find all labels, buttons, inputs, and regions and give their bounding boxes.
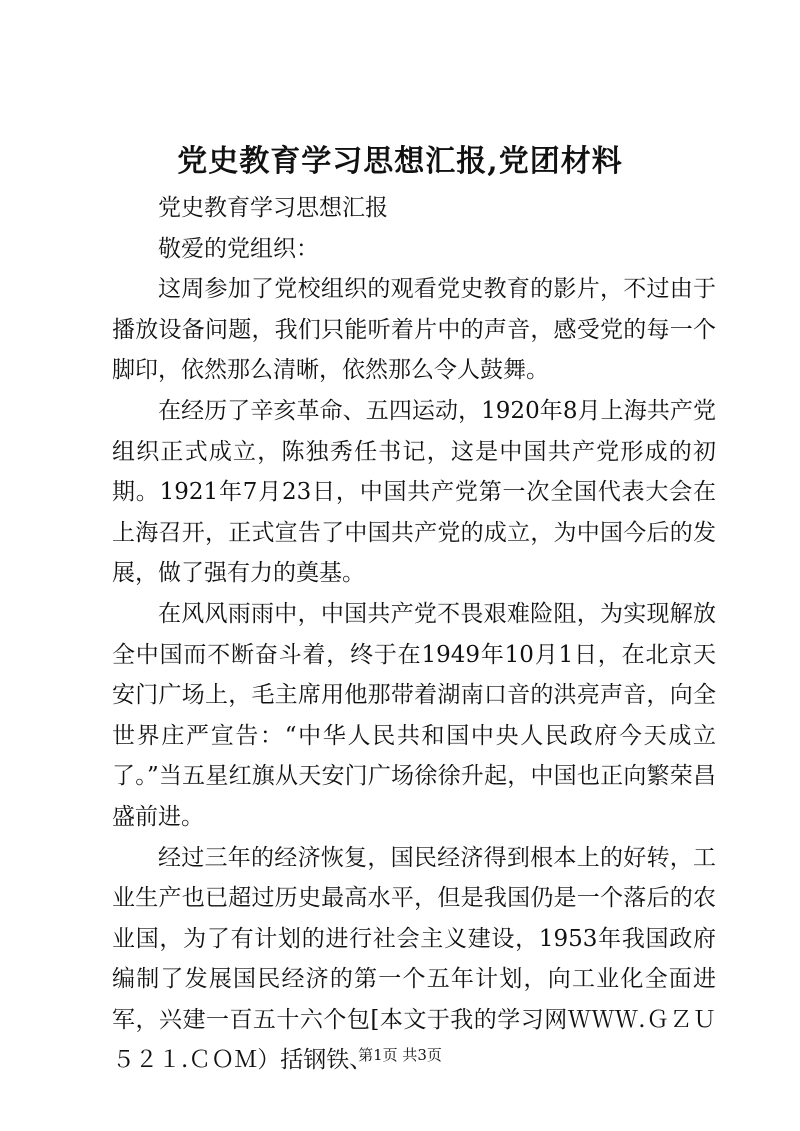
paragraph-five-year-plan: 经过三年的经济恢复，国民经济得到根本上的好转，工业生产也已超过历史最高水平，但是我国仍是一个落后的农业国，为了有计划的进行社会主义建设，1953年我国政府编制了发展国民经济的第一个五年计划，向工业化全面进军，兴建一百五十六个包[本文于我的学习网ＷＷＷ.ＧＺＵ５２１.ＣＯＭ）括钢铁、 — [112, 844, 716, 1074]
paragraph-founding: 在经历了辛亥革命、五四运动，1920年8月上海共产党组织正式成立，陈独秀任书记，这是中国共产党形成的初期。1921年7月23日，中国共产党第一次全国代表大会在上海召开，正式宣告了中国共产党的成立，为中国今后的发展，做了强有力的奠基。 — [112, 397, 716, 587]
paragraph-subtitle: 党史教育学习思想汇报 — [158, 195, 388, 221]
paragraph-prc-founding: 在风风雨雨中，中国共产党不畏艰难险阻，为实现解放全中国而不断奋斗着，终于在1949年10月1日，在北京天安门广场上，毛主席用他那带着湖南口音的洪亮声音，向全世界庄严宣告：“中华人民共和国中央人民政府今天成立了。”当五星红旗从天安门广场徐徐升起，中国也正向繁荣昌盛前进。 — [112, 600, 716, 830]
document-title: 党史教育学习思想汇报,党团材料 — [177, 144, 623, 179]
page-number-footer: 第1页 共3页 — [358, 1046, 442, 1064]
document-body — [112, 188, 716, 1081]
paragraph-intro: 这周参加了党校组织的观看党史教育的影片，不过由于播放设备问题，我们只能听着片中的声音，感受党的每一个脚印，依然那么清晰，依然那么令人鼓舞。 — [112, 276, 716, 384]
paragraph-salutation: 敬爱的党组织： — [158, 235, 319, 262]
